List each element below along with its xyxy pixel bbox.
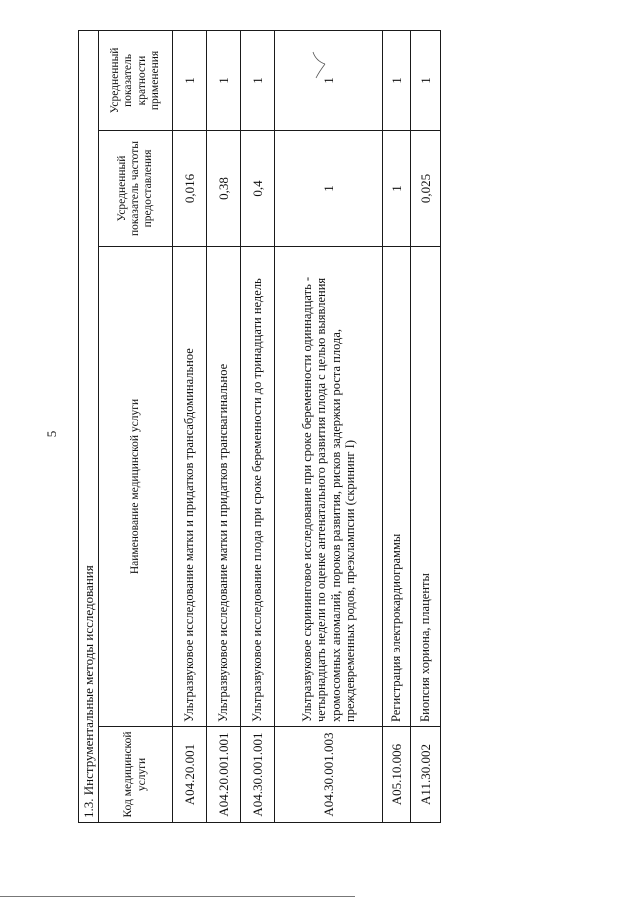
- table-row: [173, 30, 207, 822]
- table-row: [207, 30, 241, 822]
- frequency-value: 0,016: [173, 131, 207, 247]
- page-number: 5: [44, 430, 59, 438]
- service-name: Ультразвуковое исследование матки и придатков трансабдоминальное: [173, 247, 207, 727]
- multiplicity-value: 1: [411, 30, 441, 130]
- frequency-value: 1: [275, 131, 383, 247]
- section-title: 1.3. Инструментальные методы исследования: [79, 30, 99, 822]
- column-header-code: Код медицинской услуги: [99, 727, 173, 823]
- frequency-value: 1: [383, 131, 411, 247]
- section-header-row: [79, 30, 99, 822]
- column-header-name: Наименование медицинской услуги: [99, 247, 173, 727]
- service-code: A11.30.002: [411, 727, 441, 823]
- page-bottom-rule: [0, 896, 355, 897]
- table-row: [411, 30, 441, 822]
- table-row: [241, 30, 275, 822]
- frequency-value: 0,025: [411, 131, 441, 247]
- multiplicity-value: 1: [383, 30, 411, 130]
- service-name: Биопсия хориона, плаценты: [411, 247, 441, 727]
- multiplicity-value: 1: [207, 30, 241, 130]
- column-header-row: [99, 30, 173, 822]
- service-code: A05.10.006: [383, 727, 411, 823]
- frequency-value: 0,38: [207, 131, 241, 247]
- multiplicity-value: 1: [241, 30, 275, 130]
- table-row: [383, 30, 411, 822]
- multiplicity-value: 1: [173, 30, 207, 130]
- column-header-frequency: Усредненный показатель частоты предоставления: [99, 131, 173, 247]
- table-row: [275, 30, 383, 822]
- column-header-multiplicity: Усредненный показатель кратности применения: [99, 30, 173, 130]
- service-name: Ультразвуковое исследование плода при сроке беременности до тринадцати недель: [241, 247, 275, 727]
- service-name: Ультразвуковое скрининговое исследование при сроке беременности одиннадцать - четырнадцать недели по оценке антенатального развития плода с целью выявления хромосомных аномалий, пороков развития, рисков задержки роста плода, преждевременных родов, преэклампсии (скрининг I): [275, 247, 383, 727]
- service-code: A04.30.001.001: [241, 727, 275, 823]
- multiplicity-value: 1: [275, 30, 383, 130]
- service-name: Регистрация электрокардиограммы: [383, 247, 411, 727]
- rotated-table-container: [78, 31, 440, 823]
- services-table: [78, 30, 441, 823]
- service-code: A04.20.001.001: [207, 727, 241, 823]
- service-code: A04.20.001: [173, 727, 207, 823]
- service-code: A04.30.001.003: [275, 727, 383, 823]
- frequency-value: 0,4: [241, 131, 275, 247]
- service-name: Ультразвуковое исследование матки и придатков трансвагинальное: [207, 247, 241, 727]
